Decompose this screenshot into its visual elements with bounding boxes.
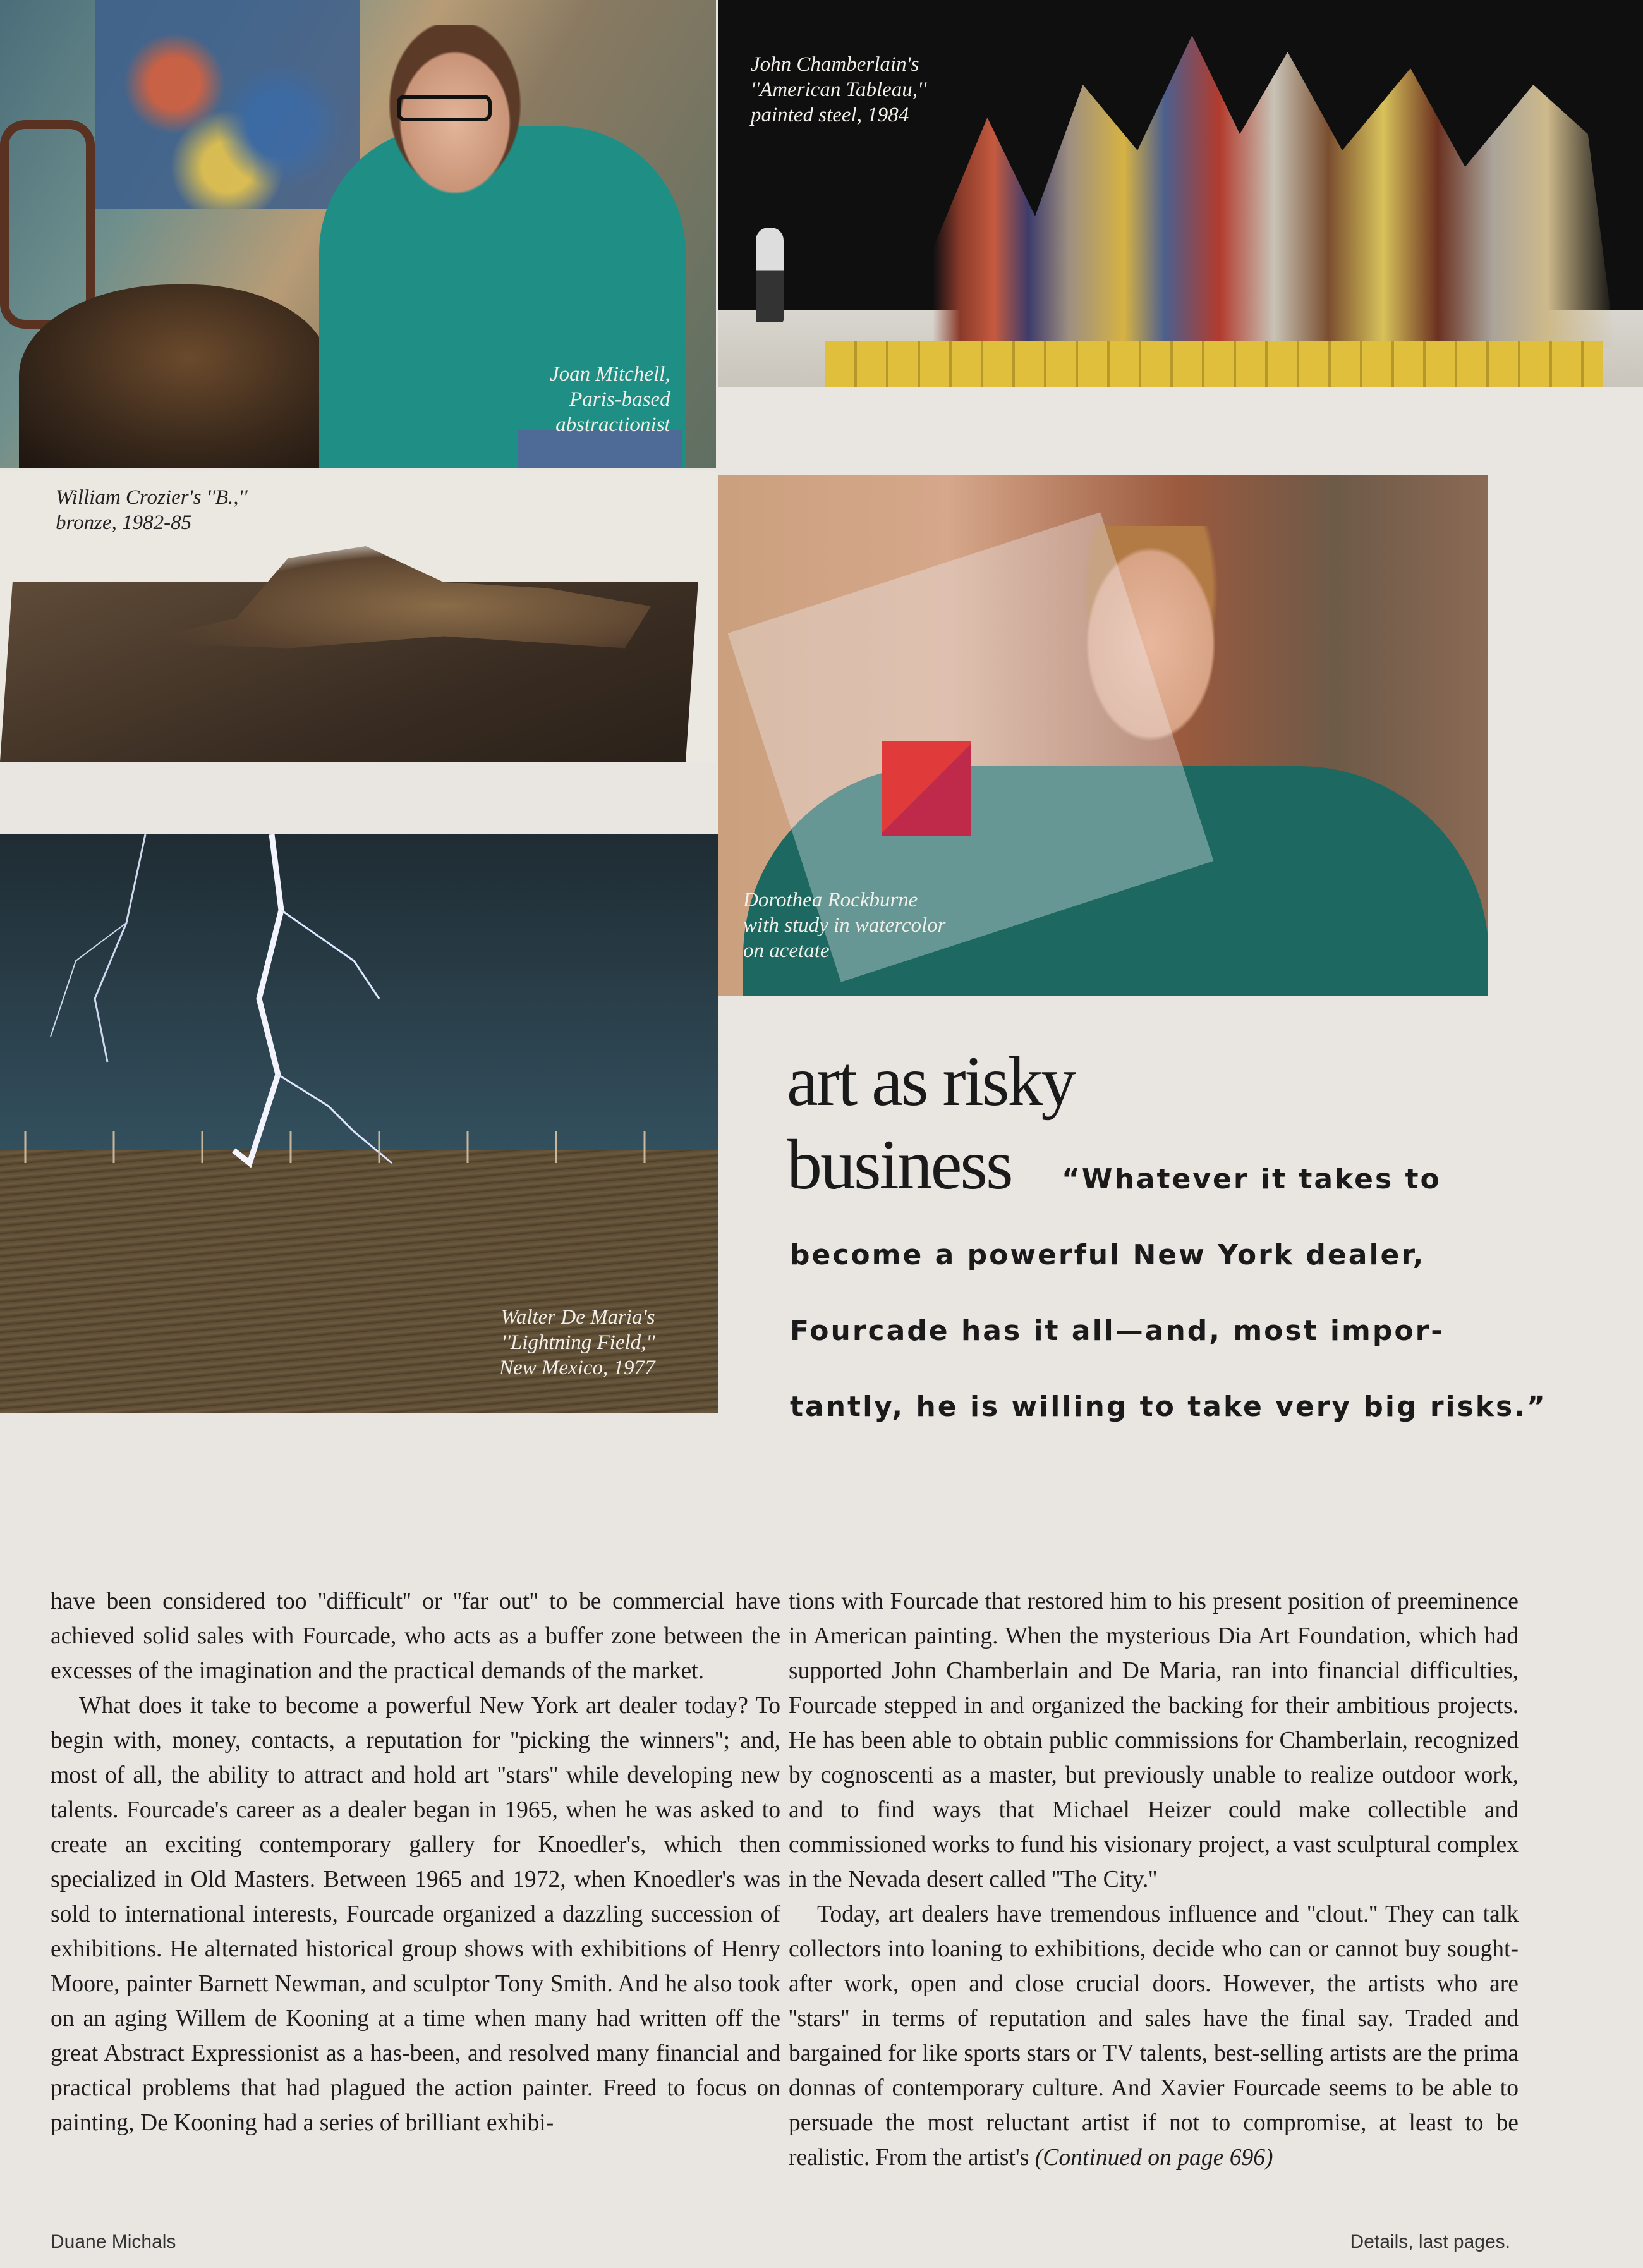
pullquote-line-4: tantly, he is willing to take very big risks.” xyxy=(790,1391,1547,1423)
dog xyxy=(19,284,329,468)
caption-chamberlain: John Chamberlain's ''American Tableau,'' painted steel, 1984 xyxy=(751,53,927,126)
caption-demaria: Walter De Maria's ''Lightning Field,'' New Mexico, 1977 xyxy=(499,1306,655,1379)
caption-crozier: William Crozier's ''B.,'' bronze, 1982-85 xyxy=(56,486,248,534)
paragraph-text: Today, art dealers have tremendous influence and ''clout.'' They can talk collectors into loaning to exhibitions, decide who can or cannot buy sought-after work, open and close crucial doors. However, the artists who are ''stars'' in terms of reputation and sales have the final say. Traded and bargained for like sports stars or TV talents, best-selling artists are the prima donnas of contemporary culture. And Xavier Fourcade seems to be able to persuade the most reluctant artist if not to compromise, at least to be realistic. From the artist's xyxy=(789,1901,1519,2171)
article-column-right xyxy=(789,1584,1519,2175)
caption-rockburne: Dorothea Rockburne with study in watercolor on acetate xyxy=(743,889,946,962)
details-note: Details, last pages. xyxy=(1350,2231,1510,2252)
paragraph xyxy=(789,1897,1519,2175)
photo-joan-mitchell xyxy=(0,0,716,468)
pullquote-line-3: Fourcade has it all—and, most impor- xyxy=(790,1315,1445,1347)
caption-mitchell: Joan Mitchell, Paris-based abstractionist xyxy=(550,363,670,436)
article-column-left xyxy=(51,1584,780,2140)
photo-lightning-field xyxy=(0,834,718,1413)
headline-line-2-wrap xyxy=(787,1126,1012,1204)
pullquote-line-2: become a powerful New York dealer, xyxy=(790,1239,1426,1271)
paragraph: What does it take to become a powerful New York art dealer today? To begin with, money, contacts, a reputation for ''picking the winners''; and, most of all, the ability to attract and hold art ''stars'' while developing new talents. Fourcade's career as a dealer began in 1965, when he was asked to create an exciting contemporary gallery for Knoedler's, which then specialized in Old Masters. Between 1965 and 1972, when Knoedler's was sold to international interests, Fourcade organized a dazzling succession of exhibitions. He alternated historical group shows with exhibitions of Henry Moore, painter Barnett Newman, and sculptor Tony Smith. And he also took on an aging Willem de Kooning at a time when many had written off the great Abstract Expressionist as a has-been, and resolved many financial and practical problems that had plagued the action painter. Freed to focus on painting, De Kooning had a series of brilliant exhibi- xyxy=(51,1693,780,2136)
headline-line-2: business xyxy=(787,1126,1012,1204)
pullquote-line-1: “Whatever it takes to xyxy=(1062,1163,1441,1195)
photo-chamberlain-sculpture xyxy=(718,0,1643,387)
headline-line-1: art as risky xyxy=(787,1042,1075,1121)
photo-credit: Duane Michals xyxy=(51,2231,176,2252)
photo-dorothea-rockburne xyxy=(718,475,1488,996)
paragraph: have been considered too ''difficult'' or ''far out'' to be commercial have achieved solid sales with Fourcade, who acts as a buffer zone between the excesses of the imagination and the practical demands of the market. xyxy=(51,1588,780,1684)
paragraph: tions with Fourcade that restored him to his present position of preeminence in American painting. When the mysterious Dia Art Foundation, which had supported John Chamberlain and De Maria, ran into financial difficulties, Fourcade stepped in and organized the backing for their ambitious projects. He has been able to obtain public commissions for Chamberlain, recognized by cognoscenti as a master, but previously unable to realize outdoor work, and to find ways that Michael Heizer could make collectible and commissioned works to fund his visionary project, a vast sculptural complex in the Nevada desert called ''The City.'' xyxy=(789,1588,1519,1893)
photo-crozier-bronze xyxy=(0,471,716,762)
continued-note: (Continued on page 696) xyxy=(1034,2145,1273,2171)
headline xyxy=(787,1042,1075,1121)
